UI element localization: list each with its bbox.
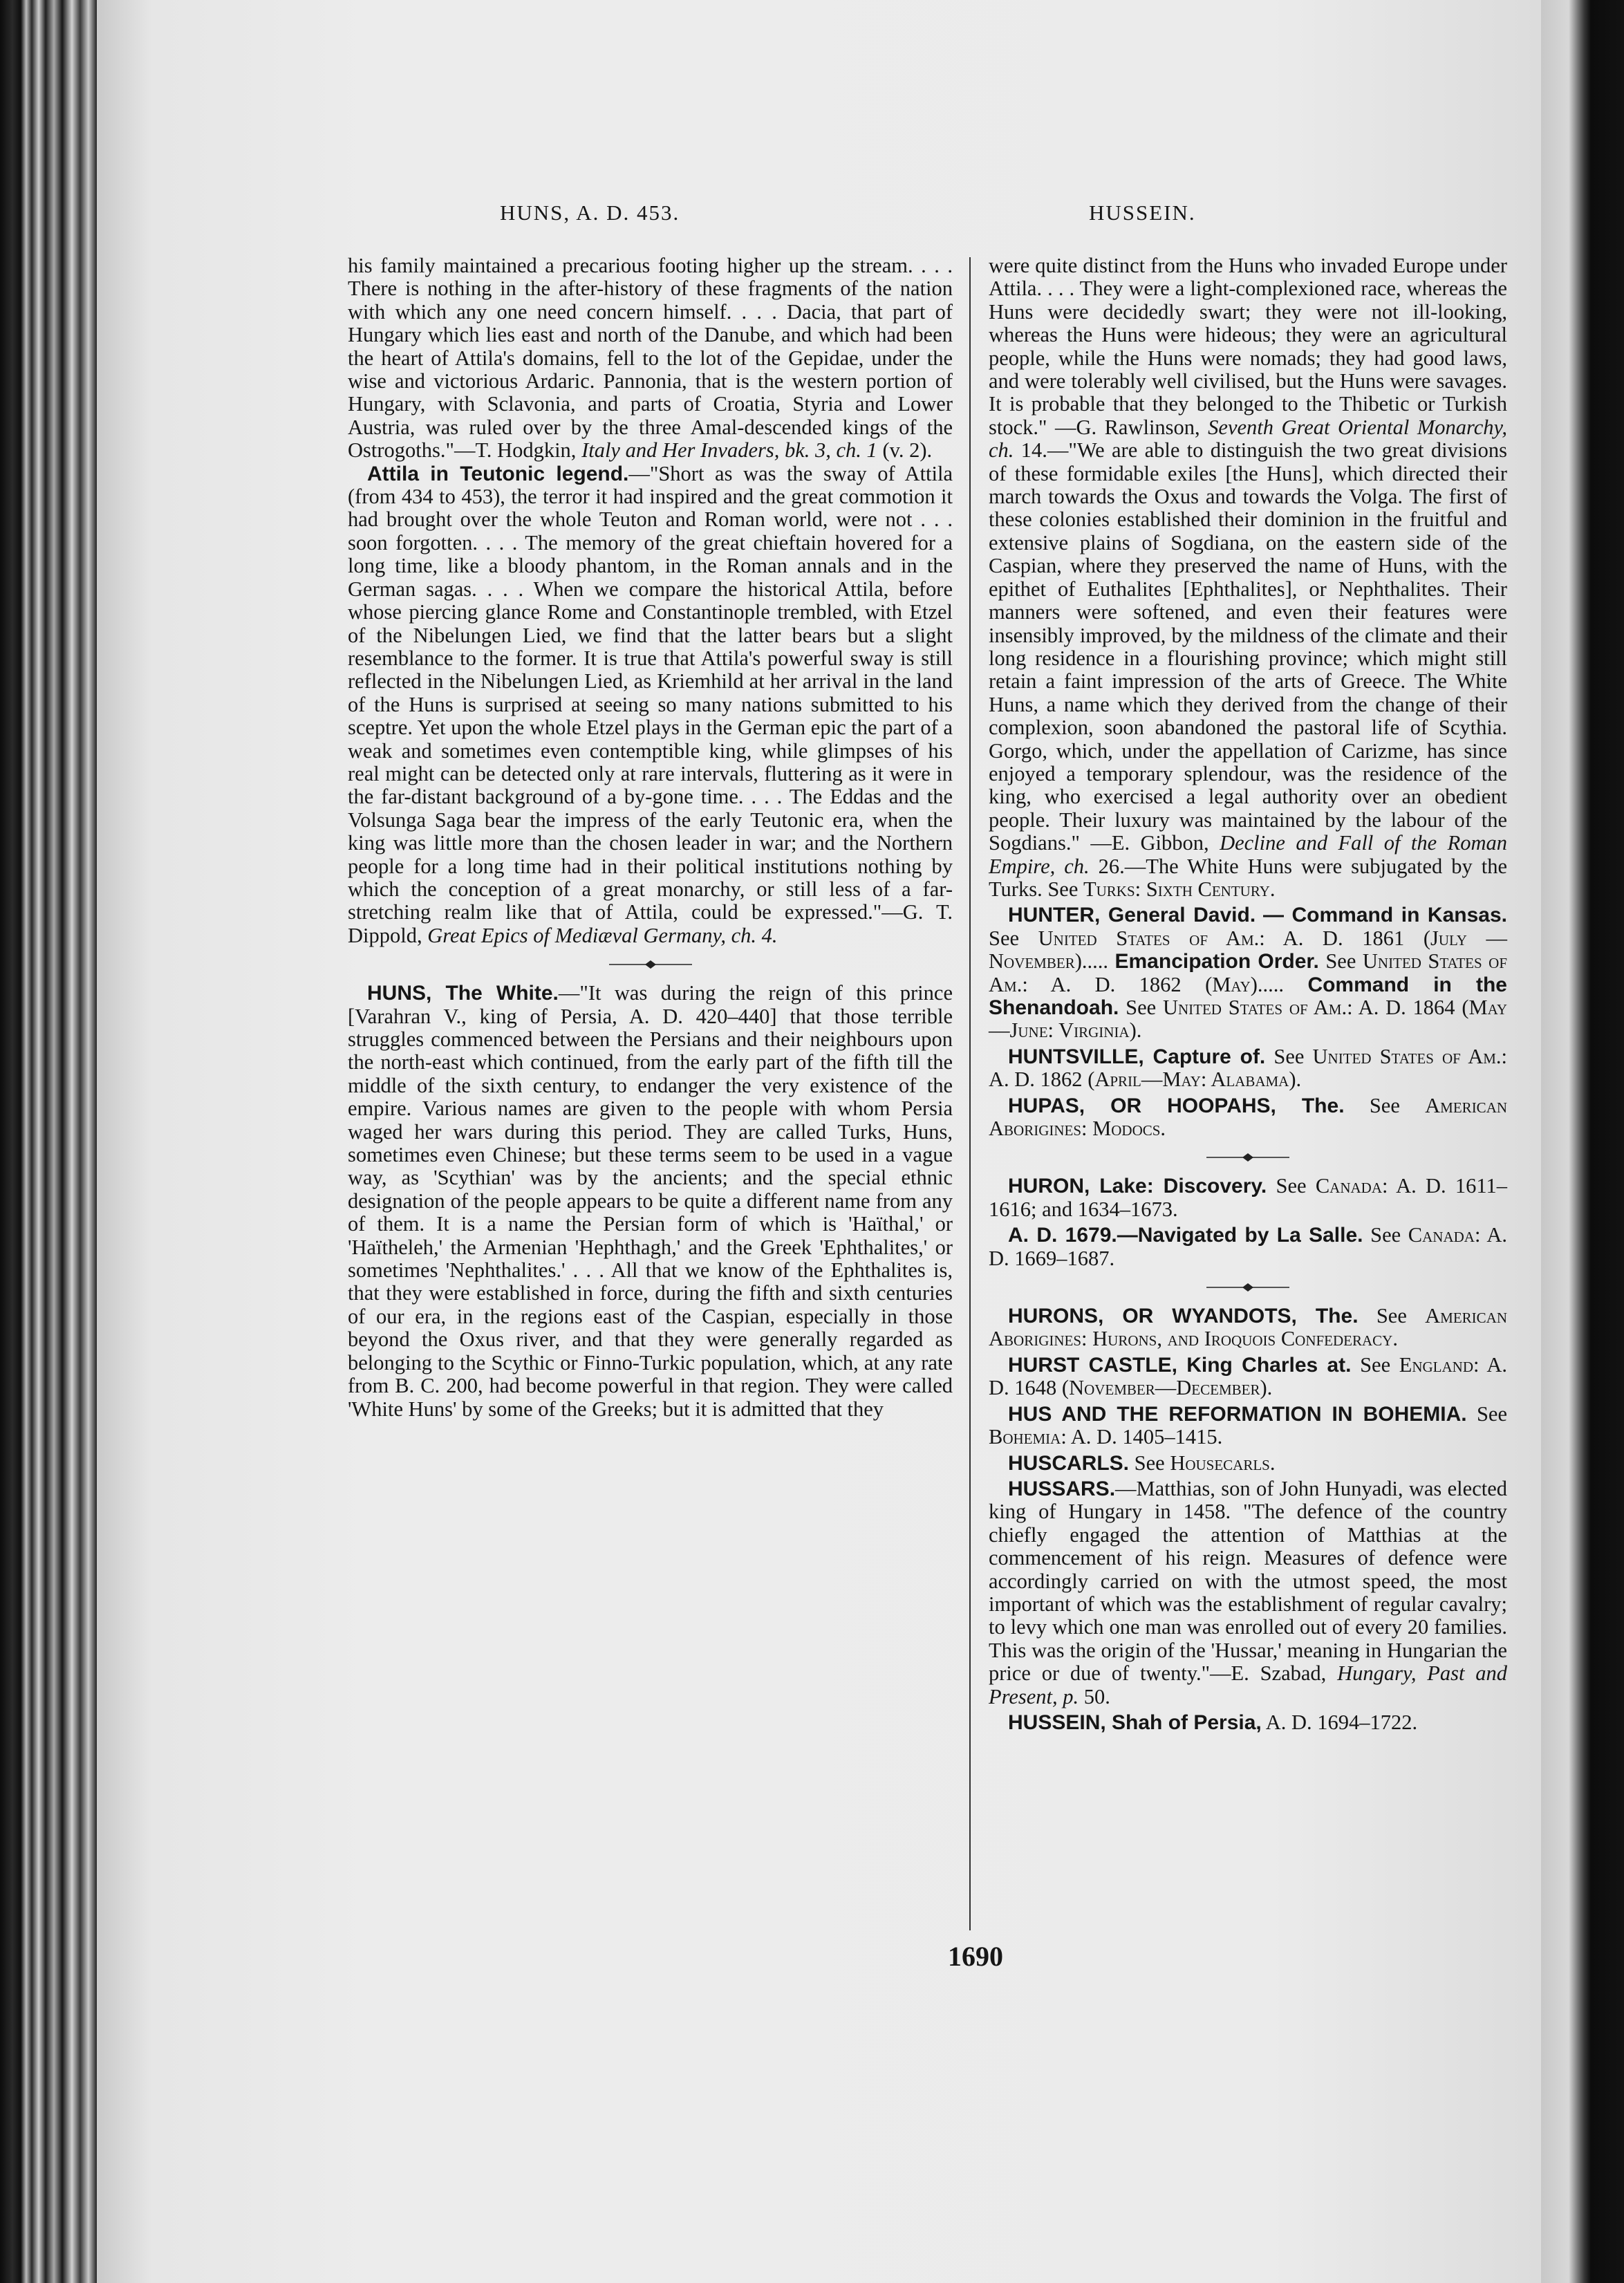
entry-heading: HUNTSVILLE, Capture of. [1008,1045,1266,1068]
entry-heading: HURST CASTLE, King Charles at. [1008,1353,1352,1377]
entry-heading: HUS AND THE REFORMATION IN BOHEMIA. [1008,1402,1467,1426]
entry-heading: HUPAS, OR HOOPAHS, The. [1008,1094,1345,1117]
entry-huron-la-salle: A. D. 1679.—Navigated by La Salle. See Canada: A. D. 1669–1687. [989,1223,1508,1270]
ornament-rule-icon [1206,1153,1289,1162]
entry-hupas: HUPAS, OR HOOPAHS, The. See American Aborigines: Modocs. [989,1093,1508,1141]
entry-hus: HUS AND THE REFORMATION IN BOHEMIA. See Bohemia: A. D. 1405–1415. [989,1401,1507,1449]
subentry-heading: Attila in Teutonic legend. [367,462,629,485]
citation: Hungary, Past and Present, p. [989,1661,1508,1708]
entry-heading: HUNS, The White. [367,982,559,1005]
entry-heading: HUNTER, General David. [1008,904,1256,927]
scan-binding-edge [0,0,97,2283]
entry-huns-white: HUNS, The White.—"It was during the reign of this prince [Varahran V., king of Persia, A. D. 420–440] that those terrible struggles commenced between the Persians and their neighbours upon the north-east which continued, from the early part of the fifth till the middle of the sixth century, to endanger the very existence of the empire. Various names are given to the people with whom Persia waged her wars during this period. They are called Turks, Huns, sometimes even Chinese; but these terms seem to be used in a vague way, as 'Scythian' was by the ancients; and the special ethnic designation of the people appears to be quite a different name from any of them. It is a name the Persian form of which is 'Haïthal,' or 'Haïtheleh,' the Armenian 'Hephthagh,' and the Greek 'Ephthalites,' or sometimes 'Nephthalites.' . . . All that we know of the Ephthalites is, that they were established in force, during the fifth and sixth centuries of our era, in the regions east of the Caspian, especially in those beyond the Oxus river, and that they were generally regarded as belonging to the Scythic or Finno-Turkic population, which, at any rate from B. C. 200, had become powerful in that region. They were called 'White Huns' by some of the Greeks; but it is admitted that they [348,981,953,1421]
entry-huscarls: HUSCARLS. See Housecarls. [1008,1451,1276,1475]
citation: Decline and Fall of the Roman Empire, ch. [989,831,1507,878]
paragraph-white-huns-continued: were quite distinct from the Huns who invaded Europe under Attila. . . . They were a light-complexioned race, whereas the Huns were decidedly swart; they were not ill-looking, whereas the Huns were hideous; they were an agricultural people, while the Huns were nomads; they had good laws, and were tolerably well civilised, but the Huns were savages. It is probable that they belonged to the Thibetic or Turkish stock." —G. Rawlinson, Seventh Great Oriental Monarchy, ch. 14.—"We are able to distinguish the two great divisions of these formidable exiles [the Huns], which directed their march towards the Oxus and towards the Volga. The first of these colonies established their dominion in the fruitful and extensive plains of Sogdiana, on the eastern side of the Caspian, where they preserved the name of Huns, with the epithet of Euthalites [Ephthalites], or Nephthalites. Their manners were softened, and even their features were insensibly improved, by the mildness of the climate and their long residence in a flourishing province; which might still retain a faint impression of the arts of Greece. The White Huns, a name which they derived from the change of their complexion, soon abandoned the pastoral life of Scythia. Gorgo, which, under the appellation of Carizme, has since enjoyed a temporary splendour, was the residence of the king, who exercised a legal authority over an obedient people. Their luxury was maintained by the labour of the Sogdians." —E. Gibbon, Decline and Fall of the Roman Empire, ch. 26.—The White Huns were subjugated by the Turks. See Turks: Sixth Century. [989,254,1508,901]
entry-heading: HUSSARS. [1008,1477,1116,1500]
running-head-right: HUSSEIN. [1089,201,1196,225]
entry-hunter: HUNTER, General David. — Command in Kansas. See United States of Am.: A. D. 1861 (July — November)..... Emancipation Order. See United States of Am.: A. D. 1862 (May)..... Command in the Shenandoah. See United States of Am.: A. D. 1864 (May—June: Virginia). [989,904,1508,1043]
left-column [348,254,953,1421]
page-number: 1690 [948,1941,1003,1972]
entry-hussars: HUSSARS.—Matthias, son of John Hunyadi, was elected king of Hungary in 1458. "The defence of the country chiefly engaged the attention of Matthias at the commencement of his reign. Measures of defence were accordingly carried on with the utmost speed, the most important of which was the establishment of regular cavalry; to levy which one man was enrolled out of every 20 families. This was the origin of the 'Hussar,' meaning in Hungarian the price or due of twenty."—E. Szabad, Hungary, Past and Present, p. 50. [989,1476,1508,1708]
book-page [97,0,1541,2283]
cross-reference: Turks: Sixth Century. [1083,877,1276,901]
citation-ref: bk. 3, ch. 1 [784,438,877,463]
column-rule [969,257,971,1930]
citation: Seventh Great Oriental Monarchy, ch. [989,415,1507,463]
ornament-divider [989,1144,1507,1171]
entry-heading: HUSCARLS. [1008,1451,1130,1475]
entry-huntsville: HUNTSVILLE, Capture of. See United States of Am.: A. D. 1862 (April—May: Alabama). [989,1044,1508,1092]
entry-hurst-castle: HURST CASTLE, King Charles at. See England: A. D. 1648 (November—December). [989,1352,1508,1400]
ornament-rule-icon [609,960,692,969]
entry-heading: HURONS, OR WYANDOTS, The. [1008,1305,1359,1328]
ornament-rule-icon [1206,1283,1289,1292]
ornament-divider [989,1274,1507,1301]
entry-huron-lake: HURON, Lake: Discovery. See Canada: A. D. 1611–1616; and 1634–1673. [989,1174,1508,1221]
paragraph-huns-continued: his family maintained a precarious footing higher up the stream. . . . There is nothing in the after-history of these fragments of the nation with which any one need concern himself. . . . Dacia, that part of Hungary which lies east and north of the Danube, and which had been the heart of Attila's domains, fell to the lot of the Gepidae, under the wise and victorious Ardaric. Pannonia, that is the western portion of Hungary, with Sclavonia, and parts of Croatia, Styria and Lower Austria, was ruled over by the three Amal-descended kings of the Ostrogoths."—T. Hodgkin, Italy and Her Invaders, bk. 3, ch. 1 (v. 2). [348,254,953,463]
entry-heading: HURON, Lake: Discovery. [1008,1175,1267,1198]
paragraph-attila-legend: Attila in Teutonic legend.—"Short as was the sway of Attila (from 434 to 453), the terror it had inspired and the great commotion it had brought over the whole Teuton and Roman world, were not . . . soon forgotten. . . . The memory of the great chieftain hovered for a long time, like a bloody phantom, in the Roman annals and in the German sagas. . . . When we compare the historical Attila, before whose piercing glance Rome and Constantinople trembled, with Etzel of the Nibelungen Lied, we find that the latter bears but a slight resemblance to the former. It is true that Attila's powerful sway is still reflected in the Nibelungen Lied, as Kriemhild at her arrival in the land of the Huns is surprised at seeing so many nations submitted to his sceptre. Yet upon the whole Etzel plays in the German epic the part of a weak and sometimes even contemptible king, while glimpses of his real might can be detected only at rare intervals, fluttering as it were in the far-distant background of a by-gone time. . . . The Eddas and the Volsunga Saga bear the impress of the early Teutonic era, when the king was little more than the chosen leader in war; and the Northern people for a long time had in their political institutions nothing by which the conception of a great monarchy, or still less of a far-stretching realm like that of Attila, could be expressed."—G. T. Dippold, Great Epics of Mediæval Germany, ch. 4. [348,461,953,947]
entry-hussein: HUSSEIN, Shah of Persia, A. D. 1694–1722. [1008,1710,1418,1734]
right-column [989,254,1507,1734]
scan-right-edge [1541,0,1624,2283]
entry-heading: A. D. 1679.—Navigated by La Salle. [1008,1224,1363,1247]
entry-hurons: HURONS, OR WYANDOTS, The. See American Aborigines: Hurons, and Iroquois Confederacy. [989,1304,1508,1351]
ornament-divider [348,951,953,978]
running-head-left: HUNS, A. D. 453. [500,201,680,225]
entry-heading: HUSSEIN, Shah of Persia, [1008,1711,1262,1734]
citation: Great Epics of Mediæval Germany, ch. [427,923,756,947]
citation: Italy and Her Invaders, [581,438,780,463]
